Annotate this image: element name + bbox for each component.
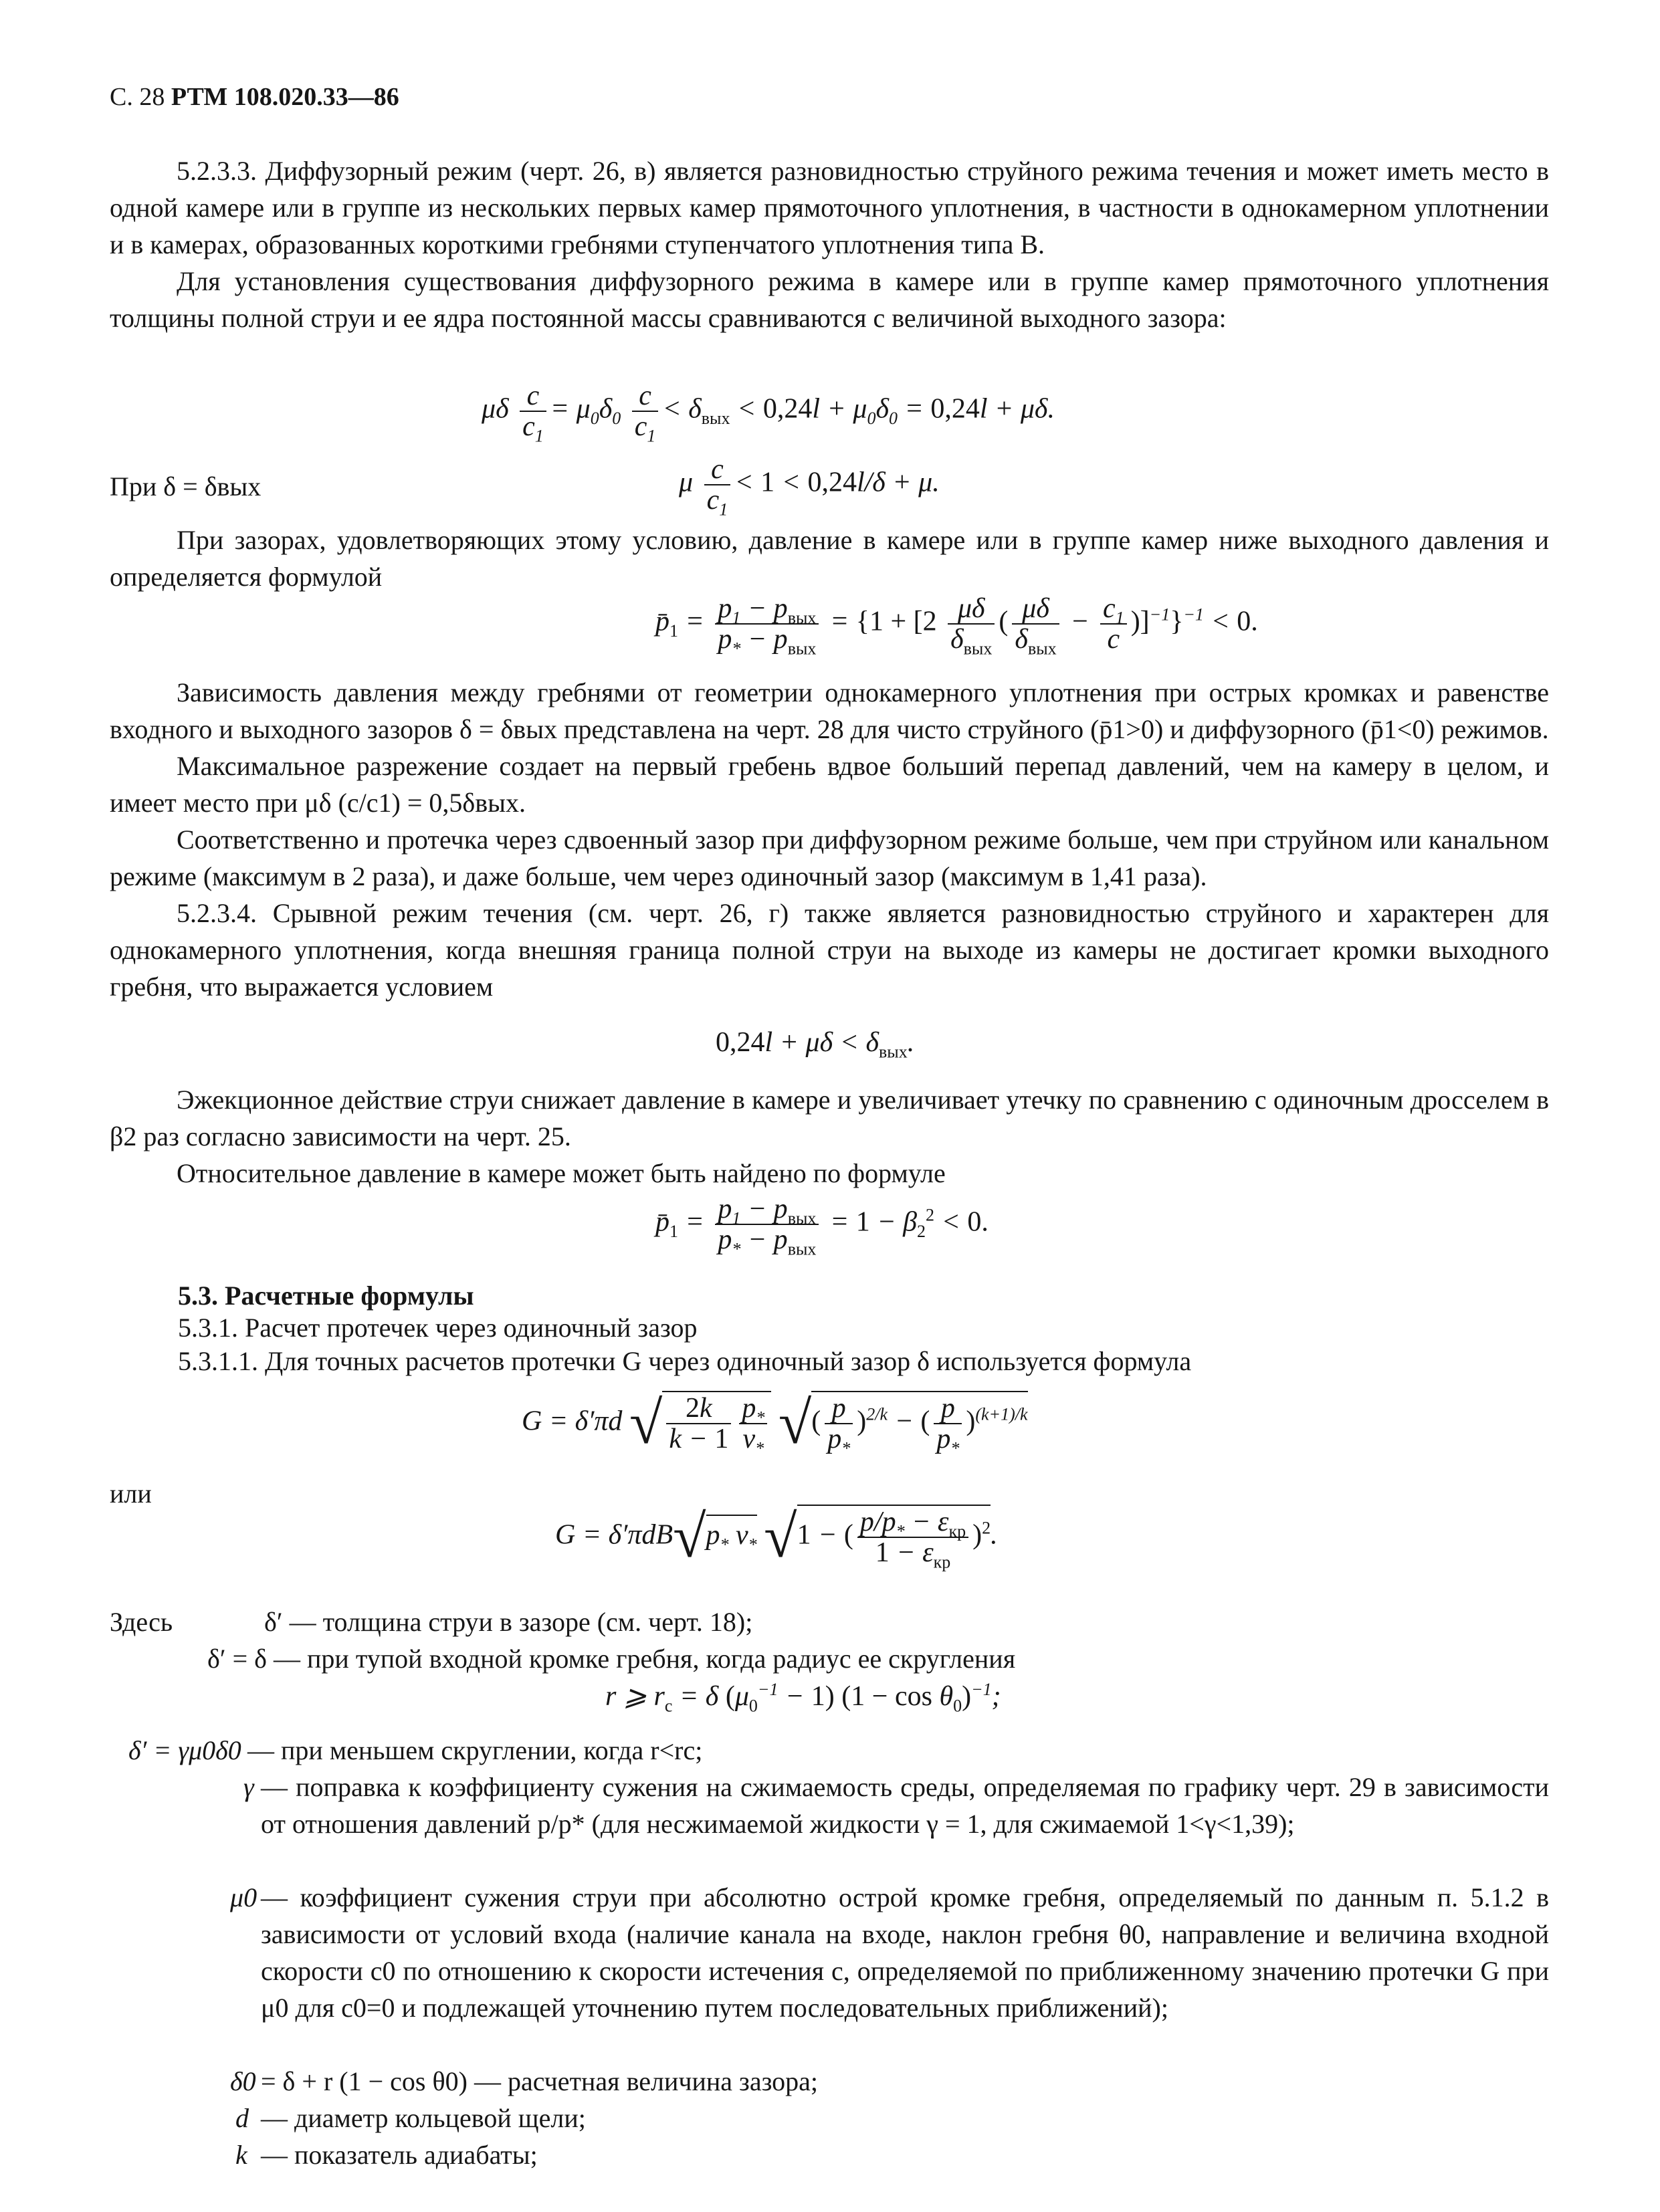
definition-text: — диаметр кольцевой щели; (261, 2103, 586, 2133)
definition-symbol: d (235, 2103, 249, 2133)
definition-symbol: k (235, 2140, 247, 2170)
pri-label: При δ = δвых (110, 471, 262, 502)
formula-relative-pressure-breakaway: $p̄_1$ = $\frac{p_1 - p_{вых}}{p_* - p_{вых}}$ = $1 - \beta_2^2 < 0$. (655, 1194, 989, 1259)
definition-row (110, 2100, 1549, 2136)
paragraph-text: 5.2.3.4. Срывной режим течения (см. черт. 26, г) также является разновидностью струйного и характерен для однокамерного уплотнения, когда внешняя граница полной струи на выходе из камеры не достигает кромки выходного гребня, что выражается условием (110, 898, 1549, 1002)
definition-symbol: γ (243, 1772, 254, 1802)
definition-text: — коэффициент сужения струи при абсолютно острой кромке гребня, определяемый по данным п. 5.1.2 в зависимости от условий входа (наличие канала на входе, наклон гребня θ0, направление и величина входной скорости c0 по отношению к скорости истечения c, определяемой по приближенному значению протечки G при μ0 для c0=0 и подлежащей уточнению путем последовательных приближений); (261, 1882, 1549, 2023)
paragraph-text: Зависимость давления между гребнями от геометрии однокамерного уплотнения при острых кромках и равенстве входного и выходного зазоров δ = δвых представлена на черт. 28 для чисто струйного (p̄1>0) и диффузорного (p̄1<0) режимов. (110, 677, 1549, 744)
definition-row (110, 1732, 1549, 1769)
zdes-label: Здесь (110, 1607, 173, 1637)
formula-relative-pressure-diffuser: $p̄_1$ = $\frac{p_1 - p_{вых}}{p_* - p_{вых}}$ = {1 + [2 $\frac{\mu\delta}{\delta_{вых}}$ ( $\frac{\mu\delta}{\delta_{вых}}$ − $\frac{c_1}{c}$ )]$^{-1}$}$^{-1}$ < 0. (655, 593, 1258, 659)
paragraph-text: Относительное давление в камере может быть найдено по формуле (177, 1158, 946, 1188)
definition-symbol: μ0 (230, 1882, 257, 1912)
ili-label: или (110, 1478, 152, 1509)
definition-delta-equal: δ′ = δ — при тупой входной кромке гребня, когда радиус ее скругления (207, 1644, 1016, 1674)
paragraph-text: При зазорах, удовлетворяющих этому условию, давление в камере или в группе камер ниже выходного давления и определяется формулой (110, 525, 1549, 592)
paragraph-text: Максимальное разрежение создает на первый гребень вдвое больший перепад давлений, чем на камеру в целом, и имеет место при μδ (c/c1) = 0,5δвых. (110, 751, 1549, 818)
paragraph-5-2-3-3 (110, 152, 1549, 336)
definition-text: = δ + r (1 − cos θ0) — расчетная величина зазора; (261, 2066, 819, 2096)
section-title: 5.3. Расчетные формулы (178, 1281, 474, 1311)
page-number: С. 28 (110, 83, 165, 111)
formula-diffuser-condition: μδ $\frac{c}{c_1}$ = $\mu_0\delta_0$ $\frac{c}{c_1}$ < $\delta_{вых} < 0,24l + \mu_0\delta_0 = 0,24l + \mu\delta$. (482, 380, 1055, 446)
paragraph-5-3-1-1: 5.3.1.1. Для точных расчетов протечки G через одиночный зазор δ используется формула (178, 1346, 1192, 1376)
definition-row (110, 1879, 1549, 2063)
definition-text: — поправка к коэффициенту сужения на сжимаемость среды, определяемая по графику черт. 29 в зависимости от отношения давлений p/p* (для несжимаемой жидкости γ = 1, для сжимаемой 1<γ<1,39); (261, 1772, 1549, 1839)
formula-leakage-exact: G = δ′πd √ $\frac{2k}{k - 1}$ $\frac{p_*}{v_*}$ √( $\frac{p}{p_*}$ )$^{2/k}$ − ( $\frac{p}{p_*}$ )$^{(k+1)/k}$ (522, 1390, 1028, 1458)
definition-text: — показатель адиабаты; (261, 2140, 538, 2170)
document-code: РТМ 108.020.33—86 (171, 83, 399, 111)
paragraph-text: Для установления существования диффузорного режима в камере или в группе камер прямоточного уплотнения толщины полной струи и ее ядра постоянной массы сравниваются с величиной выходного зазора: (110, 266, 1549, 333)
paragraph-text: Эжекционное действие струи снижает давление в камере и увеличивает утечку по сравнению с одиночным дросселем в β2 раз согласно зависимости на черт. 25. (110, 1085, 1549, 1151)
definition-text: — при меньшем скруглении, когда r<rc; (247, 1735, 703, 1765)
subsection-5-3-1: 5.3.1. Расчет протечек через одиночный зазор (178, 1313, 698, 1343)
definitions-list (110, 1732, 1549, 2173)
definition-delta-prime: δ′ — толщина струи в зазоре (см. черт. 18); (264, 1607, 753, 1637)
formula-rounding-radius: r ⩾ $r_c = \delta$ $(\mu_0^{-1} - 1) (1 - \cos \theta_0)^{-1}$; (605, 1680, 1001, 1716)
paragraph-dependence (110, 674, 1549, 1005)
paragraph-ejection (110, 1081, 1549, 1192)
formula-leakage-alt: $G = \delta'\pi dB√p_*$ $v_*$ √1 − ( $\frac{p/p_* - \varepsilon_{кр}}{1 - \varepsilon_{кр}}$ )$^2$. (555, 1504, 998, 1572)
paragraph-text: Соответственно и протечка через сдвоенный зазор при диффузорном режиме больше, чем при струйном или канальном режиме (максимум в 2 раза), и даже больше, чем через одиночный зазор (максимум в 1,41 раза). (110, 824, 1549, 891)
definition-row (110, 2136, 1549, 2173)
paragraph-text: 5.2.3.3. Диффузорный режим (черт. 26, в) является разновидностью струйного режима течения и может иметь место в одной камере или в группе из нескольких первых камер прямоточного уплотнения, в частности в однокамерном уплотнении и в камерах, образованных короткими гребнями ступенчатого уплотнения типа В. (110, 156, 1549, 259)
definition-row (110, 1769, 1549, 1879)
paragraph-gaps (110, 522, 1549, 595)
formula-diffuser-ratio: μ $\frac{c}{c_1}$ < 1 < 0,24l/δ + μ. (679, 454, 940, 520)
formula-breakaway-condition: $0,24l + \mu\delta < \delta_{вых}$. (716, 1027, 915, 1062)
definition-symbol: δ0 (230, 2066, 256, 2096)
definition-row (110, 2063, 1549, 2100)
page-header (110, 79, 399, 116)
definition-symbol: δ′ = γμ0δ0 (128, 1735, 241, 1765)
